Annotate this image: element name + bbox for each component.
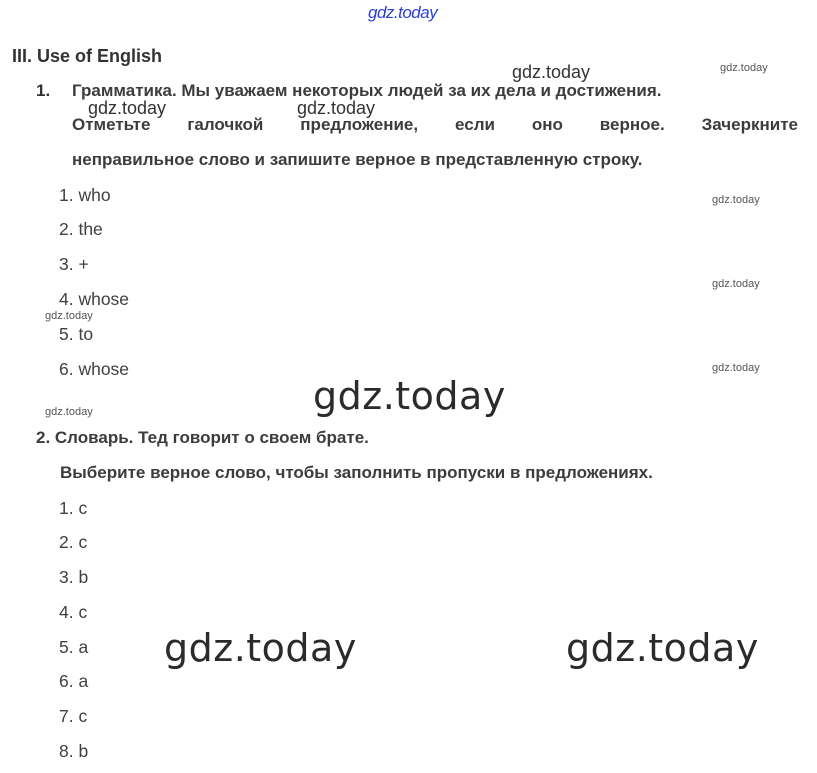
task1-answer: 6. whose [59, 359, 130, 379]
task1-answer: 2. the [59, 219, 103, 239]
task1-text-line3: неправильное слово и запишите верное в представленную строку. [72, 150, 643, 169]
watermark-large: gdz.today [313, 374, 506, 418]
watermark-large: gdz.today [164, 626, 357, 670]
watermark: gdz.today [712, 194, 760, 206]
task2-instruction: Выберите верное слово, чтобы заполнить пропуски в предложениях. [60, 463, 653, 482]
task1-answer: 3. + [59, 254, 89, 274]
task2-answer: 7. c [59, 706, 88, 726]
task1-answer: 4. whose [59, 289, 130, 309]
watermark-top: gdz.today [368, 3, 438, 22]
watermark: gdz.today [712, 278, 760, 290]
task2-answer: 5. a [59, 637, 89, 657]
task2-answer: 6. a [59, 671, 89, 691]
task1-number: 1. [36, 81, 51, 100]
watermark: gdz.today [712, 362, 760, 374]
task1-text-line1: Грамматика. Мы уважаем некоторых людей за их дела и достижения. [72, 81, 662, 100]
watermark: gdz.today [297, 98, 376, 118]
task2-answer: 2. c [59, 532, 88, 552]
task2-answer: 4. c [59, 602, 88, 622]
task2-answer: 1. c [59, 498, 88, 518]
watermark: gdz.today [512, 62, 591, 82]
task2-answer: 3. b [59, 567, 89, 587]
task1-answer: 5. to [59, 324, 94, 344]
watermark: gdz.today [45, 406, 93, 418]
task2-answer: 8. b [59, 741, 89, 761]
watermark-large: gdz.today [566, 626, 759, 670]
task2-heading: 2. Словарь. Тед говорит о своем брате. [36, 428, 369, 447]
task1-answer: 1. who [59, 185, 111, 205]
task1-text-line2: Отметьте галочкой предложение, если оно верное. Зачеркните [72, 115, 798, 134]
watermark: gdz.today [720, 62, 768, 74]
section-title: III. Use of English [12, 46, 163, 66]
watermark: gdz.today [88, 98, 167, 118]
watermark: gdz.today [45, 310, 93, 322]
